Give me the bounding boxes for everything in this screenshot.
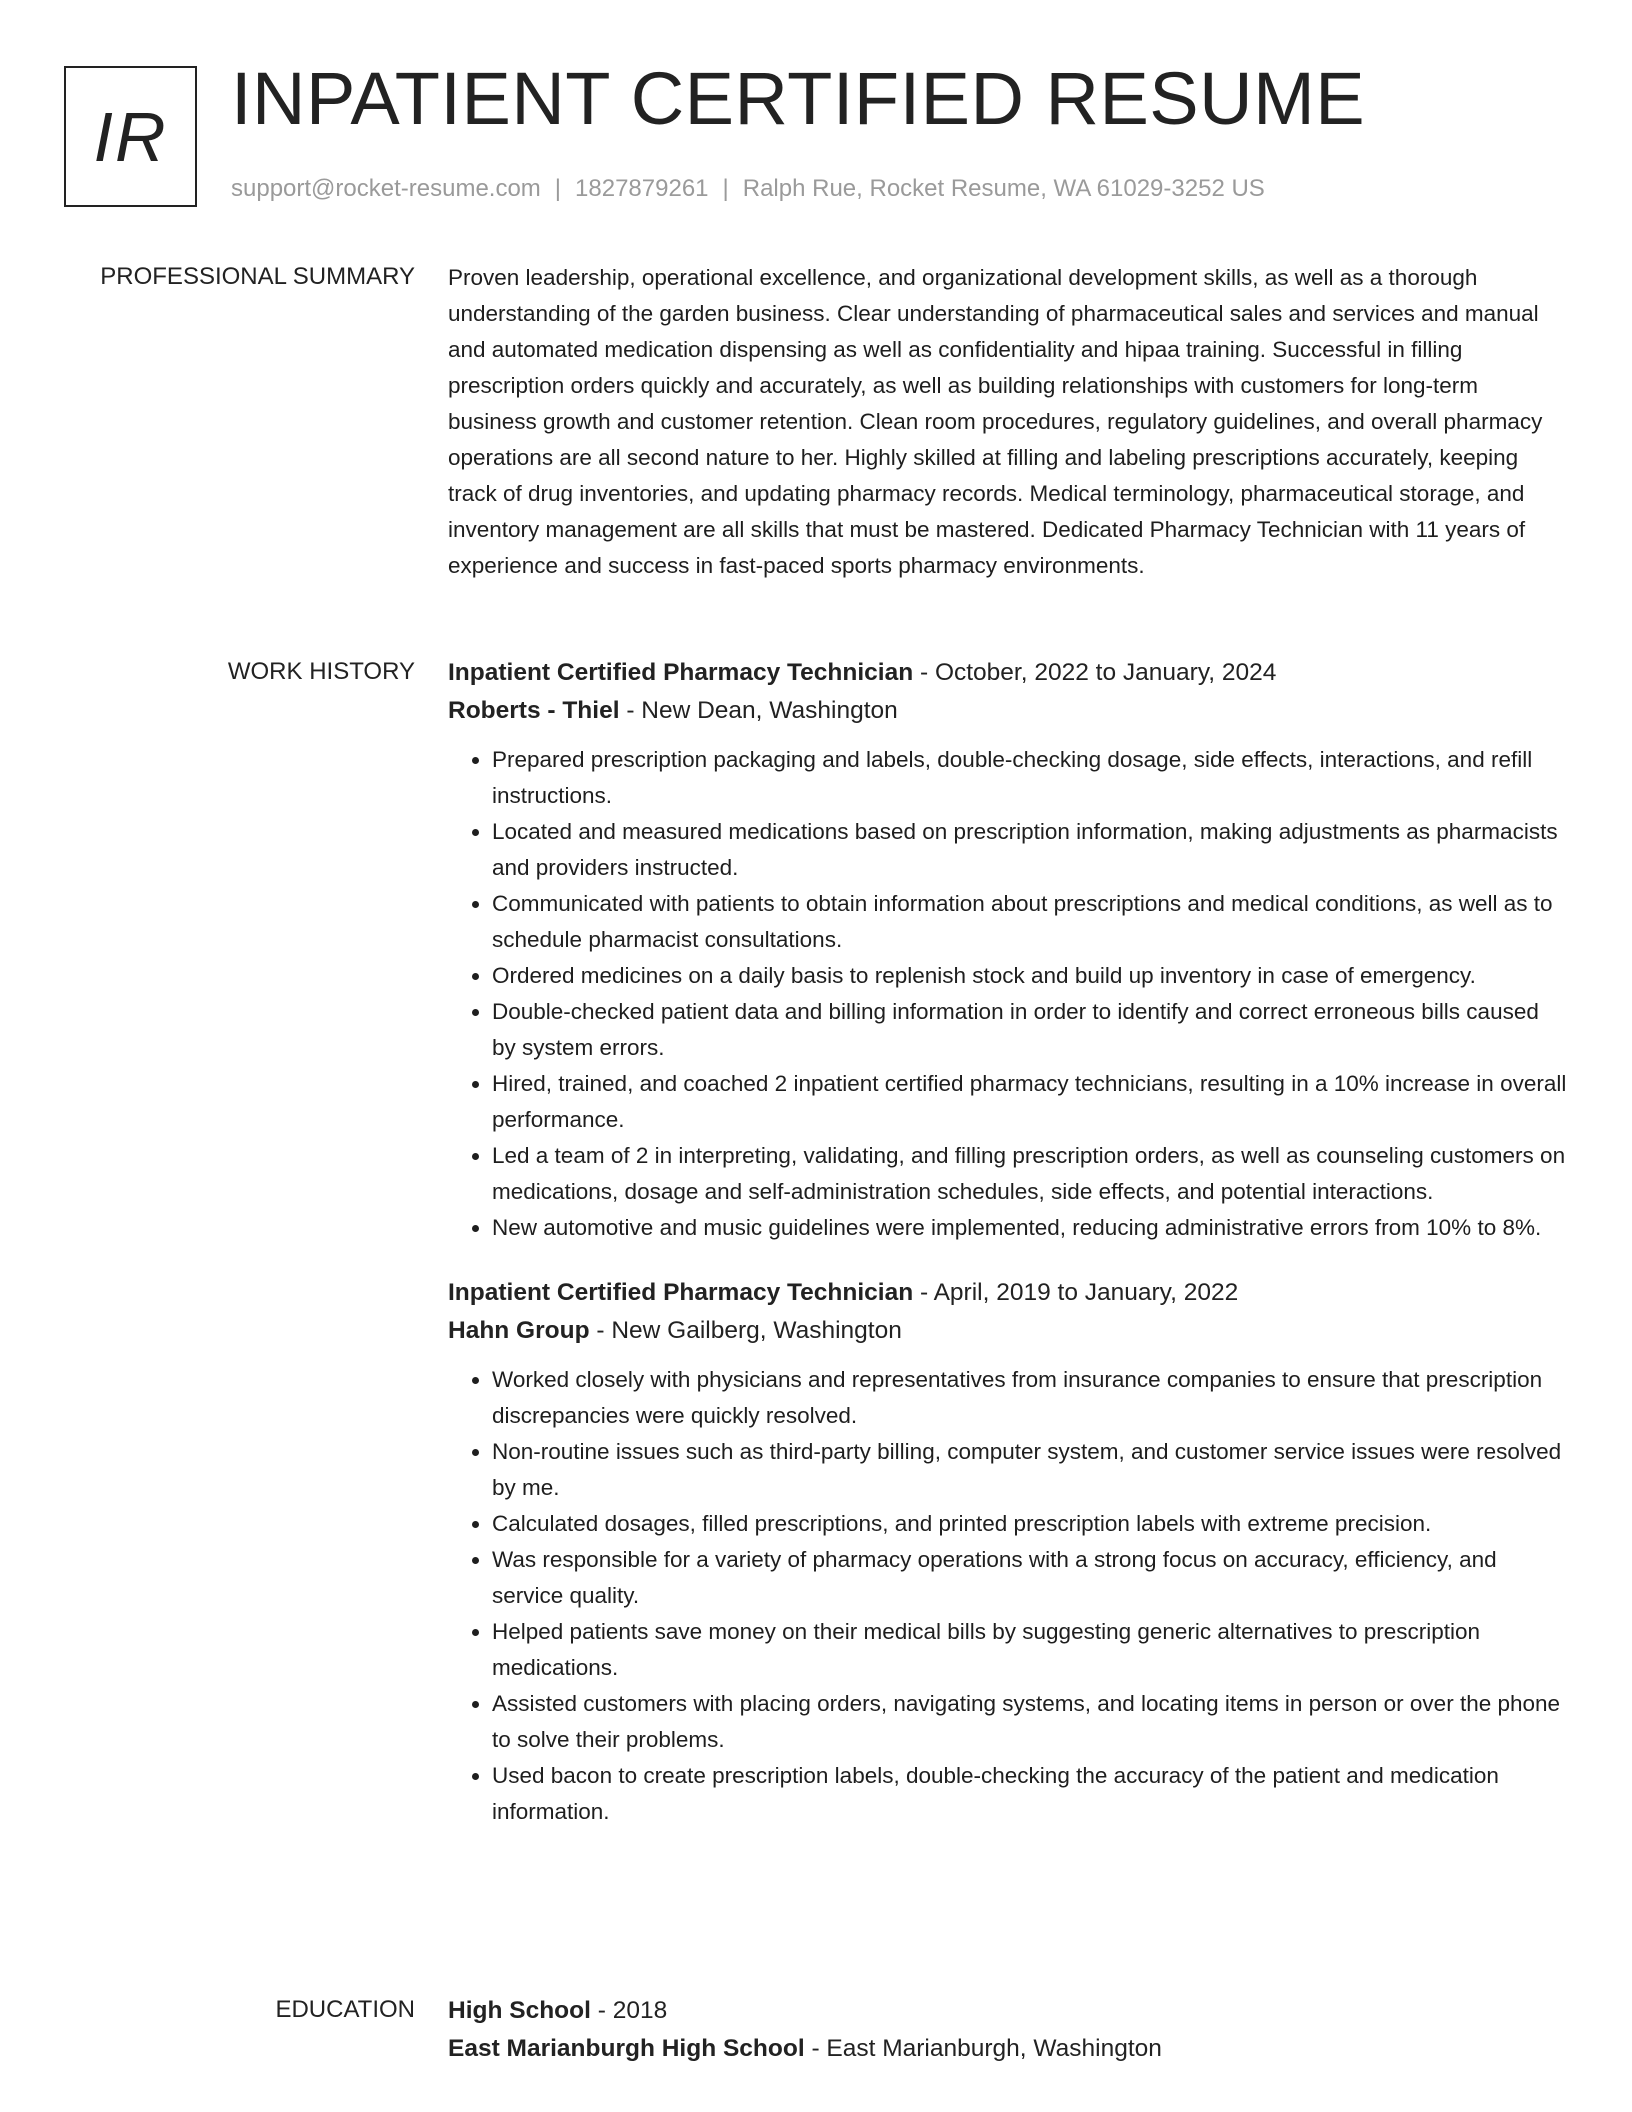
job-location: - New Dean, Washington: [619, 697, 898, 724]
education-degree-line: [448, 1992, 1568, 2030]
summary-body: [448, 260, 1568, 584]
job-bullet: • Non-routine issues such as third-party billing, computer system, and customer service issues were resolved by me.: [492, 1434, 1568, 1506]
job-company: Hahn Group: [448, 1317, 590, 1344]
contact-address: Ralph Rue, Rocket Resume, WA 61029-3252 US: [742, 175, 1265, 202]
monogram-box: [64, 66, 197, 207]
education-school: East Marianburgh High School: [448, 2035, 805, 2062]
job-bullet: • Was responsible for a variety of pharmacy operations with a strong focus on accuracy, efficiency, and service quality.: [492, 1542, 1568, 1614]
job-bullet: • Used bacon to create prescription labels, double-checking the accuracy of the patient and medication information.: [492, 1758, 1568, 1830]
education-heading: EDUCATION: [275, 1996, 415, 2023]
education-body: [448, 1992, 1568, 2068]
job-company: Roberts - Thiel: [448, 697, 620, 724]
job-dates: - October, 2022 to January, 2024: [913, 659, 1277, 686]
education-location: - East Marianburgh, Washington: [804, 2035, 1162, 2062]
contact-separator: |: [722, 175, 729, 202]
job-bullet: • Double-checked patient data and billing information in order to identify and correct erroneous bills caused by system errors.: [492, 994, 1568, 1066]
work-history-body: [448, 654, 1568, 1830]
education-school-line: [448, 2030, 1568, 2068]
job-bullet: • Assisted customers with placing orders, navigating systems, and locating items in person or over the phone to solve their problems.: [492, 1686, 1568, 1758]
job-title: Inpatient Certified Pharmacy Technician: [448, 1279, 914, 1306]
job-bullet: • Helped patients save money on their medical bills by suggesting generic alternatives to prescription medications.: [492, 1614, 1568, 1686]
contact-phone: 1827879261: [575, 175, 709, 202]
job-bullet: • Led a team of 2 in interpreting, validating, and filling prescription orders, as well as counseling customers on medications, dosage and self-administration schedules, side effects, and potential interactions.: [492, 1138, 1568, 1210]
job-dates: - April, 2019 to January, 2022: [913, 1279, 1239, 1306]
job-bullets: [448, 1362, 1568, 1830]
job-bullet: • Located and measured medications based on prescription information, making adjustments as pharmacists and providers instructed.: [492, 814, 1568, 886]
job-bullets: [448, 742, 1568, 1246]
job-title-line: [448, 654, 1568, 692]
job-bullet: • Prepared prescription packaging and labels, double-checking dosage, side effects, interactions, and refill instructions.: [492, 742, 1568, 814]
education-year: - 2018: [590, 1997, 668, 2024]
resume-title: INPATIENT CERTIFIED RESUME: [231, 57, 1366, 140]
job-bullet: • New automotive and music guidelines were implemented, reducing administrative errors from 10% to 8%.: [492, 1210, 1568, 1246]
summary-heading: PROFESSIONAL SUMMARY: [100, 263, 415, 290]
job-bullet: • Calculated dosages, filled prescriptions, and printed prescription labels with extreme precision.: [492, 1506, 1568, 1542]
work-history-heading: WORK HISTORY: [227, 658, 415, 685]
monogram-initials: IR: [93, 97, 168, 176]
contact-separator: |: [554, 175, 562, 202]
job-title-line: [448, 1274, 1568, 1312]
job-bullet: • Hired, trained, and coached 2 inpatient certified pharmacy technicians, resulting in a 10% increase in overall performance.: [492, 1066, 1568, 1138]
education-degree: High School: [448, 1997, 591, 2024]
job-location: - New Gailberg, Washington: [589, 1317, 902, 1344]
job-bullet: • Worked closely with physicians and representatives from insurance companies to ensure that prescription discrepancies were quickly resolved.: [492, 1362, 1568, 1434]
contact-email: support@rocket-resume.com: [231, 175, 541, 202]
job-company-line: [448, 692, 1568, 730]
contact-line: [231, 175, 1265, 203]
job-entry: [448, 1274, 1568, 1830]
summary-text: Proven leadership, operational excellence, and organizational development skills, as well as a thorough understanding of the garden business. Clear understanding of pharmaceutical sales and services and manual and automated medication dispensing as well as confidentiality and hipaa training. Successful in filling prescription orders quickly and accurately, as well as building relationships with customers for long-term business growth and customer retention. Clean room procedures, regulatory guidelines, and overall pharmacy operations are all second nature to her. Highly skilled at filling and labeling prescriptions accurately, keeping track of drug inventories, and updating pharmacy records. Medical terminology, pharmaceutical storage, and inventory management are all skills that must be mastered. Dedicated Pharmacy Technician with 11 years of experience and success in fast-paced sports pharmacy environments.: [448, 265, 1543, 578]
job-bullet: • Ordered medicines on a daily basis to replenish stock and build up inventory in case of emergency.: [492, 958, 1568, 994]
job-company-line: [448, 1312, 1568, 1350]
job-entry: [448, 654, 1568, 1246]
job-bullet: • Communicated with patients to obtain information about prescriptions and medical conditions, as well as to schedule pharmacist consultations.: [492, 886, 1568, 958]
job-title: Inpatient Certified Pharmacy Technician: [448, 659, 914, 686]
